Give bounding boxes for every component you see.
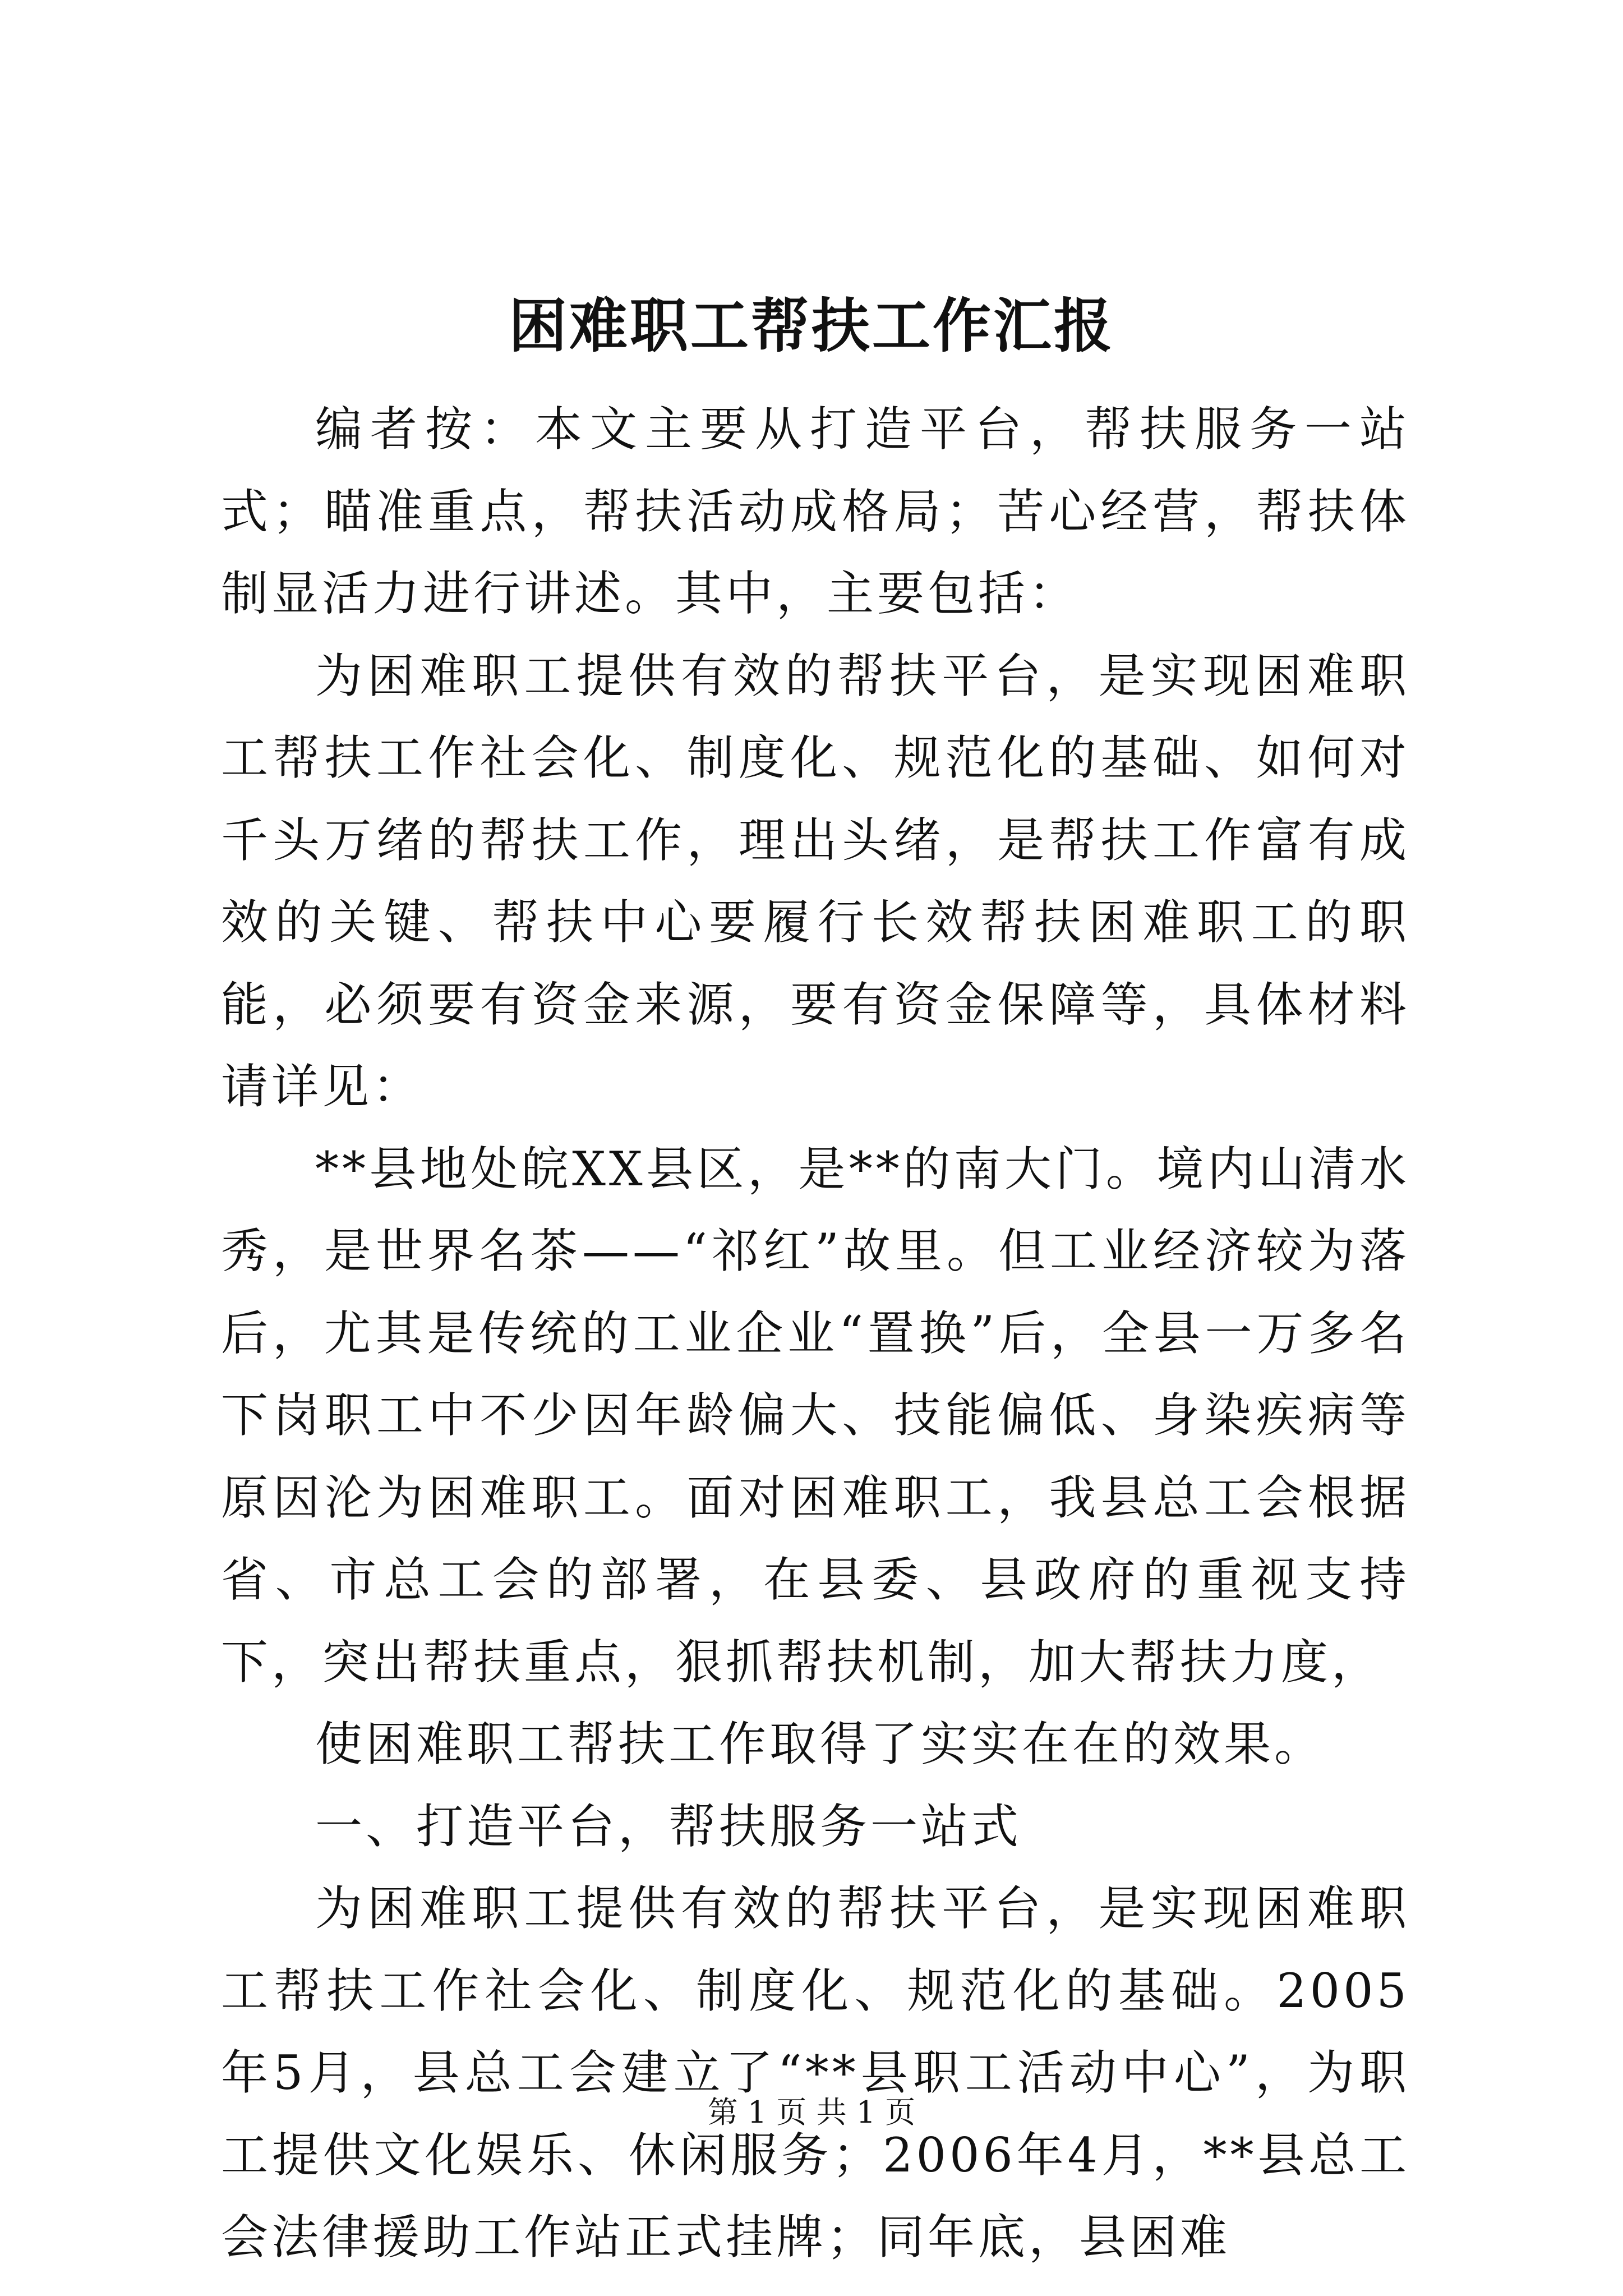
document-body <box>221 388 1410 2279</box>
paragraph-county-background: **县地处皖XX县区，是**的南大门。境内山清水秀，是世界名茶——“祁红”故里。但工业经济较为落后，尤其是传统的工业企业“置换”后，全县一万多名下岗职工中不少因年龄偏大、技能偏低、身染疾病等原因沦为困难职工。面对困难职工，我县总工会根据省、市总工会的部署，在县委、县政府的重视支持下，突出帮扶重点，狠抓帮扶机制，加大帮扶力度， <box>221 1141 1410 1690</box>
paragraph-editor-note: 编者按：本文主要从打造平台，帮扶服务一站式；瞄准重点，帮扶活动成格局；苦心经营，帮扶体制显活力进行讲述。其中，主要包括： <box>221 402 1410 621</box>
page-footer: 第 1 页 共 1 页 <box>707 2095 916 2130</box>
section-heading-1: 一、打造平台，帮扶服务一站式 <box>315 1798 1022 1854</box>
paragraph-platform: 为困难职工提供有效的帮扶平台，是实现困难职工帮扶工作社会化、制度化、规范化的基础。2005年5月，县总工会建立了“**县职工活动中心”，为职工提供文化娱乐、休闲服务；2006年4月，**县总工会法律援助工作站正式挂牌；同年底，县困难 <box>221 1881 1410 2265</box>
paragraph-result: 使困难职工帮扶工作取得了实实在在的效果。 <box>315 1717 1325 1772</box>
document-title: 困难职工帮扶工作汇报 <box>508 291 1114 360</box>
paragraph-summary: 为困难职工提供有效的帮扶平台，是实现困难职工帮扶工作社会化、制度化、规范化的基础、如何对千头万绪的帮扶工作，理出头绪，是帮扶工作富有成效的关键、帮扶中心要履行长效帮扶困难职工的职能，必须要有资金来源，要有资金保障等，具体材料请详见： <box>221 648 1410 1114</box>
